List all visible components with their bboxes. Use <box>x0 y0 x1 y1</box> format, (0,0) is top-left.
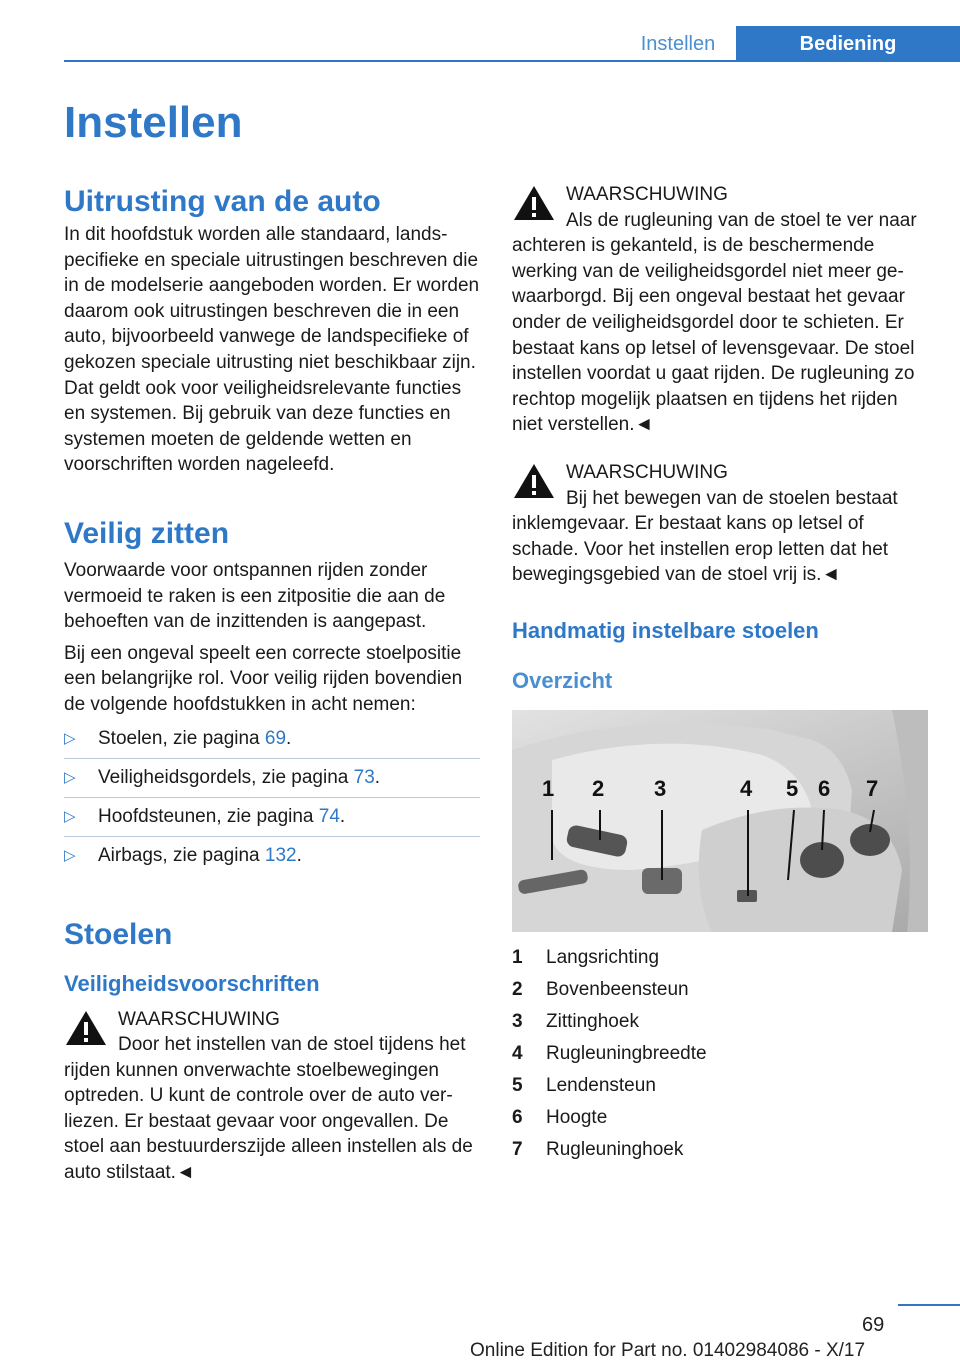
paragraph-veilig-1: Voorwaarde voor ontspannen rijden zonder vermoeid te raken is een zitpositie die aan de behoeften van de inzittenden is aangepast. <box>64 559 446 633</box>
warning-triangle-icon <box>64 1009 108 1047</box>
list-item: 4 Rugleuningbreedte <box>512 1042 707 1064</box>
heading-stoelen: Stoelen <box>64 917 173 951</box>
list-item: ▷ Stoelen, zie pagina 69. <box>64 726 480 752</box>
divider <box>64 758 480 759</box>
warning-text: Bij het bewegen van de stoelen bestaat inklemgevaar. Er bestaat kans op letsel of schade. Voor het instellen erop letten dat het bewegingsgebied van de stoel vrij is.◄ <box>512 487 898 586</box>
divider <box>64 797 480 798</box>
warning-title: WAARSCHUWING <box>118 1008 280 1030</box>
heading-handmatig: Handmatig instelbare stoelen <box>512 617 819 643</box>
right-column <box>512 182 928 1166</box>
figure-callout: 7 <box>866 775 879 801</box>
triangle-right-icon: ▷ <box>64 807 76 825</box>
left-column <box>64 182 480 1186</box>
warning-title: WAARSCHUWING <box>566 461 728 483</box>
list-item: 3 Zittinghoek <box>512 1010 639 1032</box>
heading-uitrusting: Uitrusting van de auto <box>64 185 381 218</box>
page-number: 69 <box>862 1314 885 1336</box>
tab-section[interactable]: Instellen <box>640 32 716 55</box>
warning-block <box>512 460 928 588</box>
heading-overzicht: Overzicht <box>512 667 613 693</box>
warning-title: WAARSCHUWING <box>566 184 728 205</box>
warning-block <box>64 1007 480 1186</box>
list-item: ▷ Hoofdsteunen, zie pagina 74. <box>64 804 480 830</box>
triangle-right-icon: ▷ <box>64 729 76 747</box>
heading-veilig-zitten: Veilig zitten <box>64 516 230 550</box>
page-link[interactable]: 132 <box>264 844 297 866</box>
divider <box>64 836 480 837</box>
triangle-right-icon: ▷ <box>64 846 76 864</box>
paragraph-uitrusting: In dit hoofdstuk worden alle standaard, landspecifieke en speciale uitrustingen beschreven die in de modelserie aangeboden worden. Er worden daarom ook uitrustingen beschreven die in een auto, bijvoorbeeld vanwege de landspecifieke of gekozen speciale uitrusting niet beschikbaar zijn. Dat geldt ook voor veiligheidsrelevante functies en systemen. Bij gebruik van deze functies en systemen moeten de geldende wetten en voorschriften worden nageleefd. <box>64 224 480 476</box>
figure-callout: 4 <box>740 775 753 801</box>
header-rule <box>64 60 960 62</box>
triangle-right-icon: ▷ <box>64 768 76 786</box>
page-title: Instellen <box>64 98 243 147</box>
reference-list <box>64 726 480 869</box>
figure-callout: 1 <box>542 775 555 801</box>
footer-rule <box>898 1304 960 1306</box>
warning-text: Als de rugleuning van de stoel te ver naar achteren is gekanteld, is de beschermende werking van de veiligheidsgordel niet meer gewaarborgd. Bij een ongeval bestaat het gevaar onder de veiligheidsgordel door te schieten. Er bestaat kans op letsel of levensgevaar. De stoel instellen voordat u gaat rijden. De rugleuning zo rechtop mogelijk plaatsen en tijdens het rijden niet verstellen.◄ <box>512 209 917 436</box>
seat-illustration <box>512 710 928 932</box>
paragraph-veilig-2: Bij een ongeval speelt een correcte stoelpositie een belangrijke rol. Voor veilig rijden bovendien de volgende hoofdstukken in acht nemen: <box>64 642 463 715</box>
page-link[interactable]: 69 <box>264 727 287 749</box>
figure-callout: 2 <box>592 775 605 801</box>
list-item: 7 Rugleuninghoek <box>512 1138 684 1160</box>
warning-triangle-icon <box>512 462 556 500</box>
list-item: 1 Langsrichting <box>512 946 660 968</box>
tab-chapter[interactable]: Bediening <box>736 26 960 62</box>
list-item: 5 Lendensteun <box>512 1074 656 1096</box>
edition-text: Online Edition for Part no. 01402984086 - X/17 <box>470 1340 866 1361</box>
warning-block <box>512 182 928 438</box>
header-tabs <box>620 26 960 62</box>
figure-legend <box>512 942 928 1166</box>
page-link[interactable]: 73 <box>353 766 375 788</box>
list-item: 2 Bovenbeensteun <box>512 978 689 1000</box>
heading-veiligheidsvoorschriften: Veiligheidsvoorschriften <box>64 970 320 996</box>
list-item: ▷ Airbags, zie pagina 132. <box>64 843 480 869</box>
seat-figure <box>512 710 928 932</box>
figure-callout: 3 <box>654 775 667 801</box>
warning-triangle-icon <box>512 184 556 222</box>
page-link[interactable]: 74 <box>318 805 340 827</box>
list-item: ▷ Veiligheidsgordels, zie pagina 73. <box>64 765 480 791</box>
warning-text: Door het instellen van de stoel tijdens het rijden kunnen onverwachte stoelbewegingen optreden. U kunt de controle over de auto verliezen. Er bestaat gevaar voor ongevallen. De stoel aan bestuurderszijde alleen instellen als de auto stilstaat.◄ <box>64 1034 473 1184</box>
figure-callout: 5 <box>786 775 799 801</box>
list-item: 6 Hoogte <box>512 1106 608 1128</box>
figure-callout: 6 <box>818 775 831 801</box>
